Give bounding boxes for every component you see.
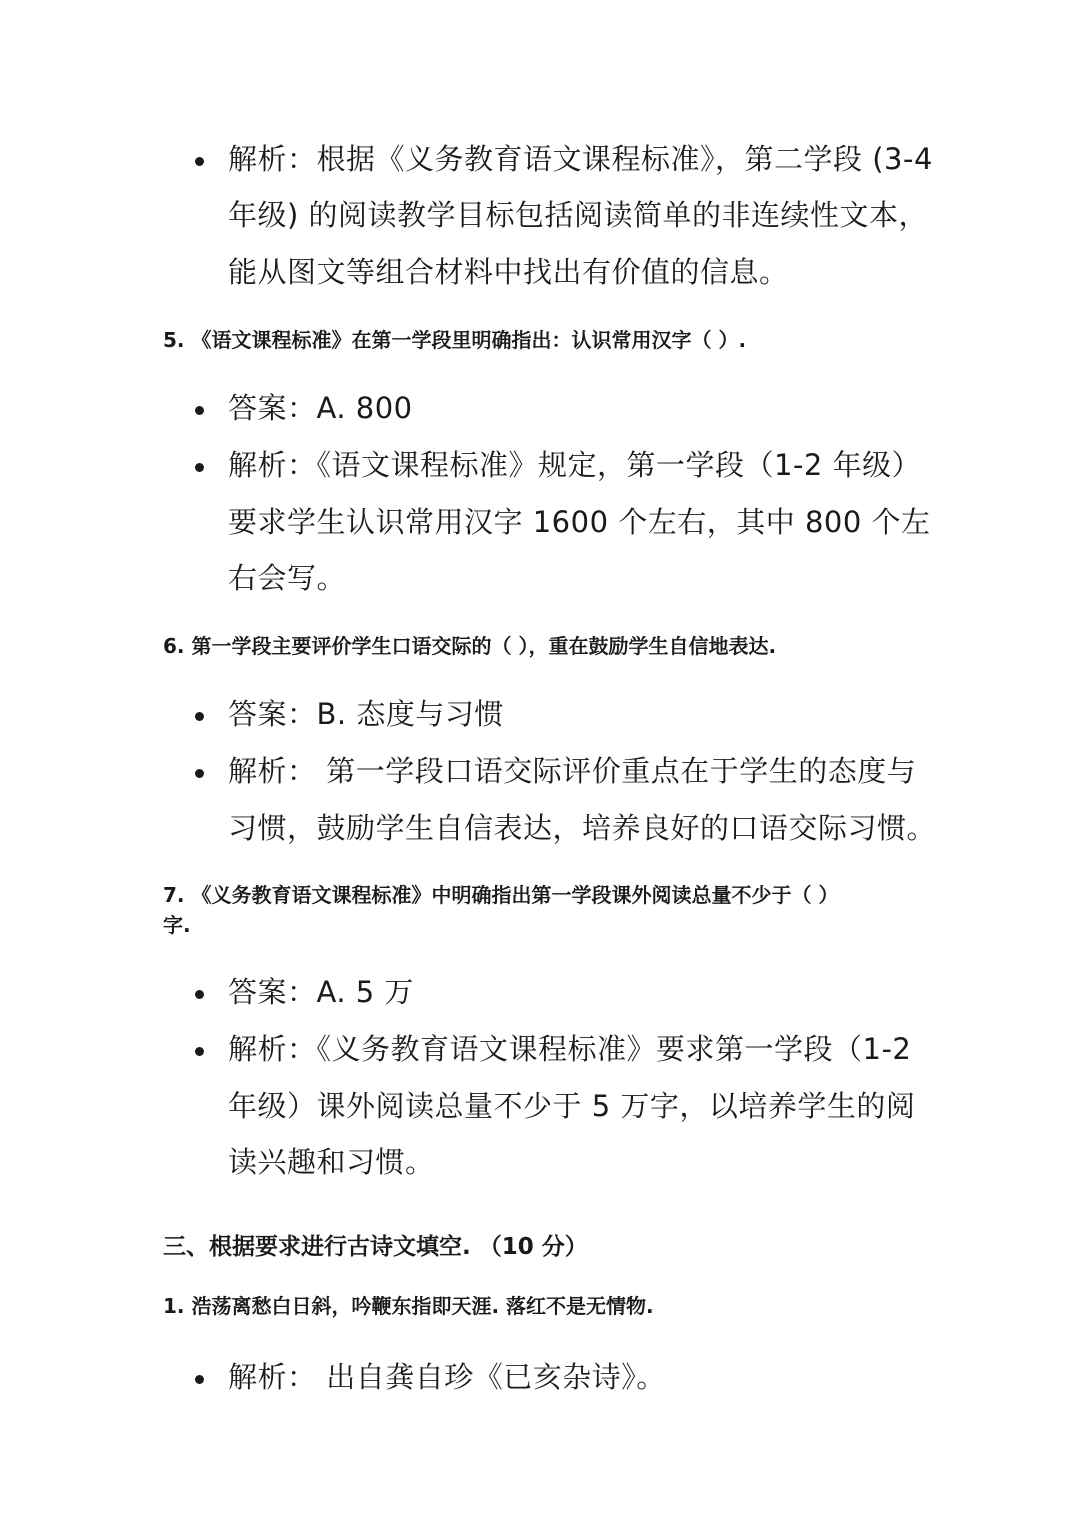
question-5: 5. 《语文课程标准》在第一学段里明确指出：认识常用汉字（ ）. <box>163 328 747 352</box>
analysis-line: 解析：《义务教育语文课程标准》要求第一学段（1-2 <box>228 1032 912 1066</box>
analysis-line: 年级）课外阅读总量不少于 5 万字，以培养学生的阅 <box>228 1089 916 1123</box>
bullet-icon <box>195 157 204 166</box>
analysis-line: 读兴趣和习惯。 <box>228 1145 435 1179</box>
analysis-line: 要求学生认识常用汉字 1600 个左右，其中 800 个左 <box>228 505 931 539</box>
analysis-line: 解析：根据《义务教育语文课程标准》，第二学段 (3-4 <box>228 142 933 176</box>
bullet-icon <box>195 712 204 721</box>
question-7-cont: 字. <box>163 913 191 937</box>
analysis-line: 习惯，鼓励学生自信表达，培养良好的口语交际习惯。 <box>228 811 937 845</box>
bullet-icon <box>195 769 204 778</box>
question-7: 7. 《义务教育语文课程标准》中明确指出第一学段课外阅读总量不少于（ ） <box>163 883 839 907</box>
answer-6: 答案：B. 态度与习惯 <box>228 697 504 731</box>
answer-7: 答案：A. 5 万 <box>228 975 414 1009</box>
analysis-line: 解析：《语文课程标准》规定，第一学段（1-2 年级） <box>228 448 922 482</box>
bullet-icon <box>195 990 204 999</box>
question-6: 6. 第一学段主要评价学生口语交际的（ ），重在鼓励学生自信地表达. <box>163 634 777 658</box>
analysis-line: 右会写。 <box>228 561 347 595</box>
bullet-icon <box>195 406 204 415</box>
section-3-question-1: 1. 浩荡离愁白日斜，吟鞭东指即天涯. 落红不是无情物. <box>163 1294 654 1318</box>
analysis-line: 能从图文等组合材料中找出有价值的信息。 <box>228 255 789 289</box>
section-3-title: 三、根据要求进行古诗文填空. （10 分） <box>163 1234 588 1260</box>
bullet-icon <box>195 463 204 472</box>
bullet-icon <box>195 1375 204 1384</box>
analysis-line: 年级) 的阅读教学目标包括阅读简单的非连续性文本， <box>228 198 929 232</box>
analysis-line: 解析： 第一学段口语交际评价重点在于学生的态度与 <box>228 754 917 788</box>
analysis-line: 解析： 出自龚自珍《已亥杂诗》。 <box>228 1360 666 1394</box>
bullet-icon <box>195 1047 204 1056</box>
answer-5: 答案：A. 800 <box>228 391 413 425</box>
